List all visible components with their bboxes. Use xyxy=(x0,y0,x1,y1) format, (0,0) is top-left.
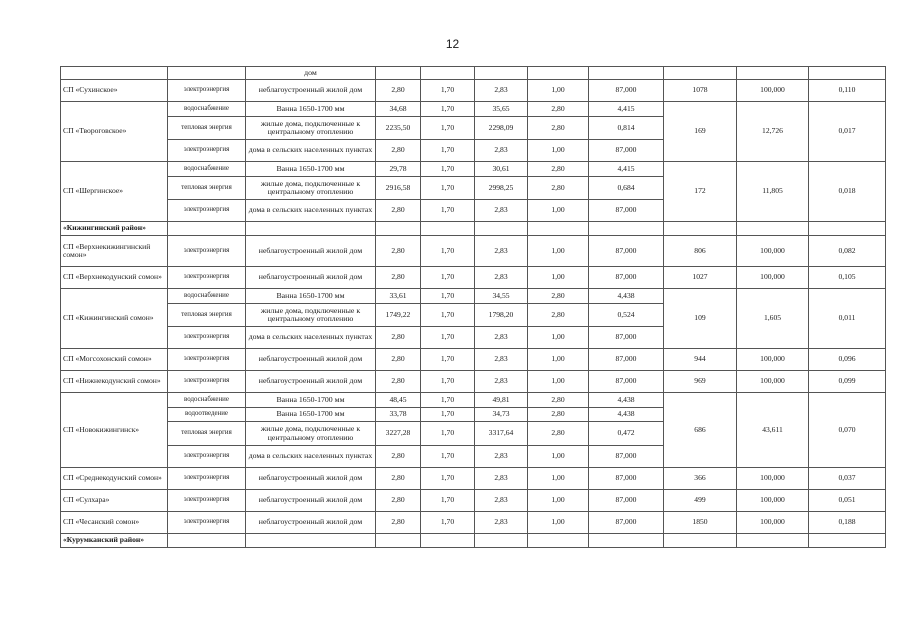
table-cell: 969 xyxy=(664,371,737,393)
table-cell xyxy=(168,67,246,80)
table-cell: неблагоустроенный жилой дом xyxy=(246,236,376,267)
table-cell: 0,011 xyxy=(809,289,886,349)
table-cell: СП «Кижингинский сомон» xyxy=(61,289,168,349)
table-cell: 2,83 xyxy=(475,468,528,490)
table-cell xyxy=(475,222,528,236)
table-cell: 2,80 xyxy=(528,177,589,200)
table-cell: 33,61 xyxy=(376,289,421,304)
table-cell: 2,80 xyxy=(376,371,421,393)
table-row xyxy=(61,512,886,534)
table-cell: 1,70 xyxy=(421,267,475,289)
table-cell: 11,805 xyxy=(737,162,809,222)
table-cell: 1,70 xyxy=(421,349,475,371)
table-cell: СП «Могсохонский сомон» xyxy=(61,349,168,371)
table-cell: 100,000 xyxy=(737,267,809,289)
table-cell xyxy=(809,222,886,236)
table-cell: 2998,25 xyxy=(475,177,528,200)
table-cell: СП «Новокижингинск» xyxy=(61,393,168,468)
table-cell: 100,000 xyxy=(737,236,809,267)
table-cell: электроэнергия xyxy=(168,468,246,490)
table-cell: дома в сельских населенных пунктах xyxy=(246,327,376,349)
table-cell: 2,83 xyxy=(475,327,528,349)
table-cell: 100,000 xyxy=(737,349,809,371)
table-cell xyxy=(246,222,376,236)
table-cell: 2,83 xyxy=(475,80,528,102)
table-row xyxy=(61,236,886,267)
table-cell: СП «Среднекодунский сомон» xyxy=(61,468,168,490)
table-cell: СП «Нижнекодунский сомон» xyxy=(61,371,168,393)
table-cell: водоснабжение xyxy=(168,393,246,408)
table-cell: 1,00 xyxy=(528,490,589,512)
table-cell: 2,80 xyxy=(376,140,421,162)
table-row xyxy=(61,468,886,490)
table-cell: 30,61 xyxy=(475,162,528,177)
table-cell: тепловая энергия xyxy=(168,304,246,327)
table-cell: 2,80 xyxy=(528,408,589,422)
table-cell: 1,70 xyxy=(421,327,475,349)
table-cell: электроэнергия xyxy=(168,349,246,371)
table-cell: 1,00 xyxy=(528,200,589,222)
table-cell: Ванна 1650-1700 мм xyxy=(246,408,376,422)
table-cell: водоснабжение xyxy=(168,289,246,304)
table-cell xyxy=(376,67,421,80)
table-cell: 1,70 xyxy=(421,140,475,162)
table-cell xyxy=(376,222,421,236)
table-row xyxy=(61,162,886,177)
table-cell: тепловая энергия xyxy=(168,422,246,446)
table-cell xyxy=(61,67,168,80)
table-body xyxy=(61,67,886,548)
table-cell: 2,83 xyxy=(475,267,528,289)
table-cell: 1,00 xyxy=(528,512,589,534)
table-cell: электроэнергия xyxy=(168,267,246,289)
table-cell xyxy=(664,222,737,236)
table-cell xyxy=(737,67,809,80)
table-cell: жилые дома, подключенные к центральному отоплению xyxy=(246,422,376,446)
table-cell: 2,83 xyxy=(475,490,528,512)
table-cell xyxy=(737,534,809,548)
table-cell: 0,018 xyxy=(809,162,886,222)
table-cell: 100,000 xyxy=(737,80,809,102)
table-cell: 1,70 xyxy=(421,177,475,200)
table-row xyxy=(61,289,886,304)
table-cell: 87,000 xyxy=(589,140,664,162)
table-cell: Ванна 1650-1700 мм xyxy=(246,102,376,117)
table-cell: электроэнергия xyxy=(168,80,246,102)
table-cell: дома в сельских населенных пунктах xyxy=(246,200,376,222)
table-cell: 34,68 xyxy=(376,102,421,117)
table-row xyxy=(61,102,886,117)
table-cell: 686 xyxy=(664,393,737,468)
table-cell: 33,78 xyxy=(376,408,421,422)
table-cell xyxy=(376,534,421,548)
table-cell: Ванна 1650-1700 мм xyxy=(246,289,376,304)
table-cell: 1,70 xyxy=(421,490,475,512)
table-cell: 2,80 xyxy=(376,468,421,490)
table-cell: 87,000 xyxy=(589,200,664,222)
table-cell xyxy=(589,67,664,80)
table-cell: 34,55 xyxy=(475,289,528,304)
table-cell: «Курумканский район» xyxy=(61,534,168,548)
table-cell: неблагоустроенный жилой дом xyxy=(246,267,376,289)
table-cell: 2,80 xyxy=(376,490,421,512)
table-cell: 1027 xyxy=(664,267,737,289)
table-cell: электроэнергия xyxy=(168,446,246,468)
table-cell: 2,80 xyxy=(376,349,421,371)
table-cell: неблагоустроенный жилой дом xyxy=(246,371,376,393)
table-cell: неблагоустроенный жилой дом xyxy=(246,349,376,371)
table-cell: 2,83 xyxy=(475,140,528,162)
table-cell: тепловая энергия xyxy=(168,117,246,140)
table-row xyxy=(61,490,886,512)
table-cell xyxy=(421,67,475,80)
table-cell xyxy=(246,534,376,548)
table-cell: неблагоустроенный жилой дом xyxy=(246,80,376,102)
page-number: 12 xyxy=(445,37,460,51)
table-cell xyxy=(528,222,589,236)
table-cell: 1,00 xyxy=(528,267,589,289)
table-cell: СП «Верхнекодунский сомон» xyxy=(61,267,168,289)
table-cell: 1,00 xyxy=(528,327,589,349)
table-cell: 87,000 xyxy=(589,512,664,534)
table-cell: Ванна 1650-1700 мм xyxy=(246,162,376,177)
table-cell: 2,80 xyxy=(528,102,589,117)
table-cell: СП «Сухинское» xyxy=(61,80,168,102)
table-cell xyxy=(664,67,737,80)
table-cell xyxy=(168,534,246,548)
table-cell: 4,415 xyxy=(589,102,664,117)
table-cell: электроэнергия xyxy=(168,236,246,267)
table-cell xyxy=(475,534,528,548)
table-cell: 1,70 xyxy=(421,236,475,267)
table-cell: 4,438 xyxy=(589,289,664,304)
table-row xyxy=(61,67,886,80)
table-cell: СП «Верхнекижингинский сомон» xyxy=(61,236,168,267)
table-cell: водоснабжение xyxy=(168,162,246,177)
table-cell: электроэнергия xyxy=(168,512,246,534)
table-cell xyxy=(421,534,475,548)
table-cell: 1,70 xyxy=(421,200,475,222)
table-cell: 1,70 xyxy=(421,468,475,490)
table-cell: СП «Твороговское» xyxy=(61,102,168,162)
table-cell: 1,70 xyxy=(421,80,475,102)
table-cell xyxy=(168,222,246,236)
table-cell: 172 xyxy=(664,162,737,222)
table-cell: 1,70 xyxy=(421,102,475,117)
table-cell: 2,83 xyxy=(475,512,528,534)
table-cell: неблагоустроенный жилой дом xyxy=(246,512,376,534)
table-cell: электроэнергия xyxy=(168,490,246,512)
table-cell: 2916,58 xyxy=(376,177,421,200)
table-cell: 0,814 xyxy=(589,117,664,140)
table-cell: 944 xyxy=(664,349,737,371)
table-cell: 100,000 xyxy=(737,512,809,534)
table-cell: тепловая энергия xyxy=(168,177,246,200)
table-cell: 2,83 xyxy=(475,349,528,371)
table-cell: 2,83 xyxy=(475,371,528,393)
table-cell: СП «Шергинское» xyxy=(61,162,168,222)
table-cell: 2,83 xyxy=(475,200,528,222)
table-cell: 2,80 xyxy=(376,236,421,267)
table-cell: 2,80 xyxy=(376,267,421,289)
table-cell: 29,78 xyxy=(376,162,421,177)
table-cell xyxy=(664,534,737,548)
table-cell: 169 xyxy=(664,102,737,162)
table-cell: 87,000 xyxy=(589,236,664,267)
table-cell: «Кижингинский район» xyxy=(61,222,168,236)
table-cell: 1,70 xyxy=(421,446,475,468)
table-cell: 499 xyxy=(664,490,737,512)
table-cell xyxy=(589,534,664,548)
table-cell: 2,83 xyxy=(475,446,528,468)
table-cell: электроэнергия xyxy=(168,200,246,222)
table-cell: 2,80 xyxy=(376,327,421,349)
table-cell: 87,000 xyxy=(589,371,664,393)
table-cell: неблагоустроенный жилой дом xyxy=(246,490,376,512)
table-cell: 1,00 xyxy=(528,236,589,267)
table-cell: 0,110 xyxy=(809,80,886,102)
table-cell: 48,45 xyxy=(376,393,421,408)
table-cell: 87,000 xyxy=(589,349,664,371)
table-cell: 2,80 xyxy=(376,512,421,534)
table-cell: 0,096 xyxy=(809,349,886,371)
table-cell: 1,70 xyxy=(421,512,475,534)
table-cell: 12,726 xyxy=(737,102,809,162)
table-cell: водоотведение xyxy=(168,408,246,422)
table-cell: 2,80 xyxy=(376,446,421,468)
table-cell xyxy=(528,67,589,80)
table-cell: 2,80 xyxy=(376,80,421,102)
table-cell: 806 xyxy=(664,236,737,267)
table-cell: 0,099 xyxy=(809,371,886,393)
table-cell: 1,00 xyxy=(528,80,589,102)
table-cell: 2,80 xyxy=(528,422,589,446)
table-cell: 2,83 xyxy=(475,236,528,267)
table-cell: 2,80 xyxy=(528,304,589,327)
table-cell: 1,70 xyxy=(421,371,475,393)
table-cell: 109 xyxy=(664,289,737,349)
table-cell: 1,70 xyxy=(421,408,475,422)
table-row xyxy=(61,371,886,393)
table-cell: 87,000 xyxy=(589,327,664,349)
table-cell: 3227,28 xyxy=(376,422,421,446)
tariff-table xyxy=(60,66,886,548)
table-cell: 1850 xyxy=(664,512,737,534)
table-cell: 1,00 xyxy=(528,140,589,162)
table-cell: дома в сельских населенных пунктах xyxy=(246,140,376,162)
table-cell: 2,80 xyxy=(528,162,589,177)
table-cell xyxy=(589,222,664,236)
table-cell: 3317,64 xyxy=(475,422,528,446)
table-cell xyxy=(809,67,886,80)
table-cell: жилые дома, подключенные к центральному отоплению xyxy=(246,177,376,200)
table-cell: 1749,22 xyxy=(376,304,421,327)
table-row xyxy=(61,267,886,289)
table-cell: 34,73 xyxy=(475,408,528,422)
table-cell: 1078 xyxy=(664,80,737,102)
table-cell: электроэнергия xyxy=(168,140,246,162)
table-cell xyxy=(475,67,528,80)
table-cell: 100,000 xyxy=(737,468,809,490)
table-cell: 87,000 xyxy=(589,267,664,289)
table-cell: 1,70 xyxy=(421,393,475,408)
table-cell: 2,80 xyxy=(528,289,589,304)
table-row xyxy=(61,80,886,102)
table-cell: СП «Чесанский сомон» xyxy=(61,512,168,534)
table-cell: 2,80 xyxy=(528,117,589,140)
table-cell: 43,611 xyxy=(737,393,809,468)
table-cell xyxy=(421,222,475,236)
table-cell: жилые дома, подключенные к центральному отоплению xyxy=(246,304,376,327)
table-cell: водоснабжение xyxy=(168,102,246,117)
table-cell: 49,81 xyxy=(475,393,528,408)
table-cell: дом xyxy=(246,67,376,80)
table-cell: 87,000 xyxy=(589,490,664,512)
table-cell: 4,415 xyxy=(589,162,664,177)
table-row xyxy=(61,534,886,548)
table-cell: СП «Сулхара» xyxy=(61,490,168,512)
table-cell: 0,037 xyxy=(809,468,886,490)
table-cell: 1,00 xyxy=(528,371,589,393)
table-cell: 100,000 xyxy=(737,371,809,393)
table-cell: 1,70 xyxy=(421,117,475,140)
table-cell: 35,65 xyxy=(475,102,528,117)
table-row xyxy=(61,222,886,236)
table-cell: 1,605 xyxy=(737,289,809,349)
table-cell: дома в сельских населенных пунктах xyxy=(246,446,376,468)
table-cell: 1,70 xyxy=(421,422,475,446)
table-cell: 0,105 xyxy=(809,267,886,289)
table-cell: 1,70 xyxy=(421,162,475,177)
table-cell: Ванна 1650-1700 мм xyxy=(246,393,376,408)
table-cell: 2298,09 xyxy=(475,117,528,140)
table-cell: электроэнергия xyxy=(168,327,246,349)
table-cell: 100,000 xyxy=(737,490,809,512)
table-row xyxy=(61,349,886,371)
table-cell: 2,80 xyxy=(528,393,589,408)
table-cell: 0,188 xyxy=(809,512,886,534)
table-cell xyxy=(737,222,809,236)
table-row xyxy=(61,393,886,408)
table-cell: 87,000 xyxy=(589,446,664,468)
table-cell: 1,00 xyxy=(528,446,589,468)
table-cell: 0,017 xyxy=(809,102,886,162)
table-cell: 1798,20 xyxy=(475,304,528,327)
table-cell: 4,438 xyxy=(589,393,664,408)
table-cell xyxy=(809,534,886,548)
table-cell: 366 xyxy=(664,468,737,490)
table-cell: 2235,50 xyxy=(376,117,421,140)
table-cell: 0,524 xyxy=(589,304,664,327)
table-cell xyxy=(528,534,589,548)
table-cell: 0,051 xyxy=(809,490,886,512)
table-cell: 1,70 xyxy=(421,289,475,304)
table-cell: 1,70 xyxy=(421,304,475,327)
table-cell: 1,00 xyxy=(528,468,589,490)
table-cell: неблагоустроенный жилой дом xyxy=(246,468,376,490)
table-cell: 87,000 xyxy=(589,80,664,102)
table-cell: 1,00 xyxy=(528,349,589,371)
table-cell: 87,000 xyxy=(589,468,664,490)
table-cell: 0,684 xyxy=(589,177,664,200)
table-cell: 0,070 xyxy=(809,393,886,468)
table-cell: 0,082 xyxy=(809,236,886,267)
table-cell: 2,80 xyxy=(376,200,421,222)
table-cell: 4,438 xyxy=(589,408,664,422)
table-cell: 0,472 xyxy=(589,422,664,446)
table-cell: жилые дома, подключенные к центральному отоплению xyxy=(246,117,376,140)
table-cell: электроэнергия xyxy=(168,371,246,393)
